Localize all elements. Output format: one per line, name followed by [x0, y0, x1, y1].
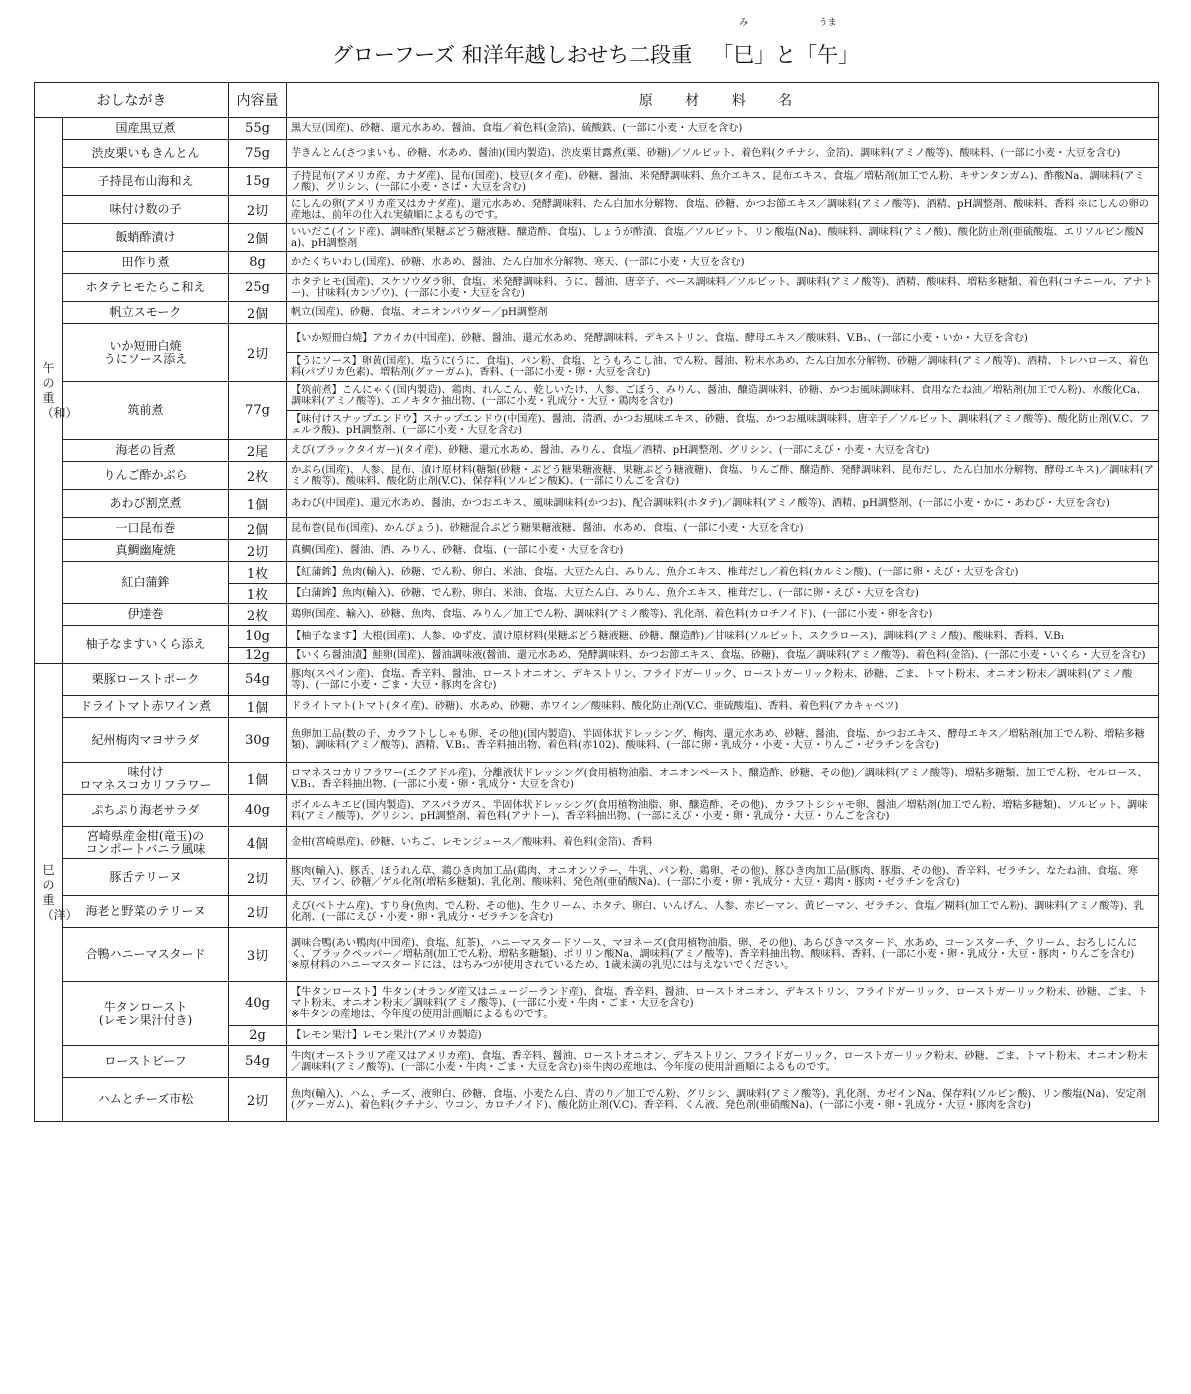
- header-row: [35, 83, 1159, 118]
- item-name: 真鯛幽庵焼: [63, 540, 229, 562]
- item-quantity: 8g: [229, 252, 287, 274]
- title-mi-ruby: み: [739, 18, 749, 28]
- item-quantity: 55g: [229, 118, 287, 140]
- item-ingredients: 【うにソース】卵黄(国産)、塩うに(うに、食塩)、パン粉、食塩、とうもろこし油、でん粉、醤油、粉末水あめ、たん白加水分解物、砂糖／調味料(アミノ酸等)、酒精、トレハロース、着色料(パプリカ色素)、増粘剤(グァーガム)、香料、(一部に小麦・卵・大豆を含む): [287, 353, 1159, 382]
- table-row: [35, 696, 1159, 718]
- item-quantity: 77g: [229, 382, 287, 440]
- item-ingredients: 【柚子なます】大根(国産)、人参、ゆず皮、漬け原材料(果糖ぶどう糖液糖、砂糖、醸造酢)／甘味料(ソルビット、スクラロース)、調味料(アミノ酸)、酸味料、香料、V.B₁: [287, 626, 1159, 648]
- table-row: [35, 1078, 1159, 1122]
- item-ingredients: ロマネスコカリフラワー(エクアドル産)、分離液状ドレッシング(食用植物油脂、オニオンペースト、醸造酢、砂糖、その他)／調味料(アミノ酸等)、増粘多糖類、加工でん粉、セルロース、V.B₁、香辛料抽出物、(一部に小麦・卵・乳成分・大豆を含む): [287, 763, 1159, 795]
- item-ingredients: 【いか短冊白焼】アカイカ(中国産)、砂糖、醤油、還元水あめ、発酵調味料、デキストリン、食塩、酵母エキス／酸味料、V.B₁、(一部に小麦・いか・大豆を含む): [287, 324, 1159, 353]
- title-uma: [817, 18, 839, 80]
- table-row: [35, 168, 1159, 196]
- section-label: [35, 664, 78, 1122]
- item-name: いか短冊白焼 うにソース添え: [63, 324, 229, 382]
- item-quantity: 2個: [229, 302, 287, 324]
- column-header-ingredients: 原 材 料 名: [287, 83, 1159, 118]
- ingredients-table-body: [35, 83, 1159, 1122]
- section-label-text: 巳の重（洋）: [41, 862, 78, 922]
- item-name: ドライトマト赤ワイン煮: [63, 696, 229, 718]
- page-title: [0, 18, 1191, 80]
- item-ingredients: 芋きんとん(さつまいも、砂糖、水あめ、醤油)(国内製造)、渋皮栗甘露煮(栗、砂糖)／ソルビット、着色料(クチナシ、金箔)、調味料(アミノ酸等)、酸味料、(一部に小麦・大豆を含む): [287, 140, 1159, 168]
- item-ingredients: 【白蒲鉾】魚肉(輸入)、砂糖、でん粉、卵白、米油、食塩、大豆たん白、みりん、魚介エキス、椎茸だし、(一部に卵・えび・大豆を含む): [287, 584, 1159, 604]
- item-ingredients: 調味合鴨(あい鴨肉(中国産)、食塩、紅茶)、ハニーマスタードソース、マヨネーズ(食用植物油脂、卵、その他)、あらびきマスタード、水あめ、コーンスターチ、クリーム、おろしにんにく、ブラックペッパー／増粘剤(加工でん粉、増粘多糖類)、ポリリン酸Na、調味料(アミノ酸等)、香辛料抽出物、酸味料、香料、(一部に小麦・卵・乳成分・大豆・豚肉・りんごを含む) ※原材料のハニーマスタードには、はちみつが使用されているため、1歳未満の乳児には与えないでください。: [287, 928, 1159, 982]
- item-name: ローストビーフ: [63, 1046, 229, 1078]
- item-name: 牛タンロースト (レモン果汁付き): [63, 982, 229, 1046]
- item-name: ハムとチーズ市松: [63, 1078, 229, 1122]
- item-name: 伊達巻: [63, 604, 229, 626]
- item-quantity: 2切: [229, 859, 287, 896]
- item-quantity: 2切: [229, 896, 287, 928]
- title-main: グローフーズ 和洋年越しおせち二段重: [331, 43, 693, 67]
- table-row: [35, 224, 1159, 252]
- item-ingredients: 【牛タンロースト】牛タン(オランダ産又はニュージーランド産)、食塩、香辛料、醤油、ローストオニオン、デキストリン、フライドガーリック、ローストガーリック粉末、砂糖、ごま、トマト粉末、オニオン粉末／調味料(アミノ酸等)、(一部に小麦・牛肉・ごま・大豆を含む) ※牛タンの産地は、今年度の使用計画順によるものです。: [287, 982, 1159, 1026]
- item-quantity: 2枚: [229, 462, 287, 490]
- item-quantity: 2切: [229, 324, 287, 382]
- table-row: [35, 763, 1159, 795]
- item-quantity: 2切: [229, 540, 287, 562]
- table-row: [35, 664, 1159, 696]
- item-ingredients: 【筑前煮】こんにゃく(国内製造)、鶏肉、れんこん、乾しいたけ、人参、ごぼう、みりん、醤油、醸造調味料、砂糖、かつお風味調味料、食用なたね油／増粘剤(加工でん粉)、水酸化Ca、調味料(アミノ酸等)、エノキタケ抽出物、(一部に小麦・乳成分・大豆・鶏肉を含む): [287, 382, 1159, 411]
- table-row: [35, 718, 1159, 763]
- item-name: 味付け数の子: [63, 196, 229, 224]
- item-quantity: 2切: [229, 1078, 287, 1122]
- item-quantity: 3切: [229, 928, 287, 982]
- item-ingredients: かたくちいわし(国産)、砂糖、水あめ、醤油、たん白加水分解物、寒天、(一部に小麦・大豆を含む): [287, 252, 1159, 274]
- item-ingredients: 【紅蒲鉾】魚肉(輸入)、砂糖、でん粉、卵白、米油、食塩、大豆たん白、みりん、魚介エキス、椎茸だし／着色料(カルミン酸)、(一部に卵・えび・大豆を含む): [287, 562, 1159, 584]
- item-quantity: 2尾: [229, 440, 287, 462]
- ingredients-table: [34, 82, 1159, 1122]
- table-row: [35, 140, 1159, 168]
- table-row: [35, 382, 1159, 411]
- item-ingredients: 【レモン果汁】レモン果汁(アメリカ製造): [287, 1026, 1159, 1046]
- table-row: [35, 252, 1159, 274]
- item-quantity: 1個: [229, 490, 287, 518]
- item-quantity: 1枚: [229, 584, 287, 604]
- item-ingredients: 牛肉(オーストラリア産又はアメリカ産)、食塩、香辛料、醤油、ローストオニオン、デキストリン、フライドガーリック、ローストガーリック粉末、砂糖、ごま、トマト粉末、オニオン粉末／調味料(アミノ酸等)、(一部に小麦・牛肉・ごま・大豆を含む)※牛肉の産地は、今年度の使用計画順によるものです。: [287, 1046, 1159, 1078]
- item-name: 筑前煮: [63, 382, 229, 440]
- item-name: 紅白蒲鉾: [63, 562, 229, 604]
- title-mi: [733, 18, 755, 80]
- table-row: [35, 795, 1159, 827]
- table-row: [35, 518, 1159, 540]
- item-ingredients: 真鯛(国産)、醤油、酒、みりん、砂糖、食塩、(一部に小麦・大豆を含む): [287, 540, 1159, 562]
- item-quantity: 30g: [229, 718, 287, 763]
- item-ingredients: 魚卵加工品(数の子、カラフトししゃも卵、その他)(国内製造)、半固体状ドレッシング、梅肉、還元水あめ、砂糖、醤油、食塩、かつおエキス、酵母エキス／増粘剤(加工でん粉、増粘多糖類)、調味料(アミノ酸等)、酒精、V.B₁、香辛料抽出物、着色料(赤102)、酸味料、(一部に卵・乳成分・小麦・大豆・りんご・ゼラチンを含む): [287, 718, 1159, 763]
- item-name: 味付け ロマネスコカリフラワー: [63, 763, 229, 795]
- item-ingredients: ホタテヒモ(国産)、スケソウダラ卵、食塩、米発酵調味料、うに、醤油、唐辛子、ベース調味料／ソルビット、調味料(アミノ酸等)、酒精、酸味料、増粘多糖類、着色料(コチニール、アナトー)、甘味料(カンゾウ)、(一部に小麦・大豆を含む): [287, 274, 1159, 302]
- item-quantity: 4個: [229, 827, 287, 859]
- item-ingredients: えび(ブラックタイガー)(タイ産)、砂糖、還元水あめ、醤油、みりん、食塩／酒精、pH調整剤、グリシン、(一部にえび・小麦・大豆を含む): [287, 440, 1159, 462]
- item-name: 豚舌テリーヌ: [63, 859, 229, 896]
- item-ingredients: 黒大豆(国産)、砂糖、還元水あめ、醤油、食塩／着色料(金箔)、硫酸鉄、(一部に小麦・大豆を含む): [287, 118, 1159, 140]
- item-name: あわび割烹煮: [63, 490, 229, 518]
- item-ingredients: いいだこ(インド産)、調味酢(果糖ぶどう糖液糖、醸造酢、食塩)、しょうが酢漬、食塩／ソルビット、リン酸塩(Na)、酸味料、調味料(アミノ酸)、酸化防止剤(亜硫酸塩、エリソルビン酸Na)、pH調整剤: [287, 224, 1159, 252]
- item-ingredients: 【味付けスナップエンドウ】スナップエンドウ(中国産)、醤油、清酒、かつお風味エキス、砂糖、食塩、かつお風味調味料、唐辛子／ソルビット、調味料(アミノ酸等)、酸化防止剤(V.C、フェルラ酸)、pH調整剤、(一部に小麦・大豆を含む): [287, 411, 1159, 440]
- item-quantity: 10g: [229, 626, 287, 648]
- item-name: 帆立スモーク: [63, 302, 229, 324]
- item-name: 国産黒豆煮: [63, 118, 229, 140]
- item-ingredients: 子持昆布(アメリカ産、カナダ産)、昆布(国産)、枝豆(タイ産)、砂糖、醤油、米発酵調味料、魚介エキス、昆布エキス、食塩／増粘剤(加工でん粉、キサンタンガム)、酢酸Na、調味料(アミノ酸)、グリシン、(一部に小麦・さば・大豆を含む): [287, 168, 1159, 196]
- item-quantity: 1枚: [229, 562, 287, 584]
- item-quantity: 2個: [229, 518, 287, 540]
- item-name: 紀州梅肉マヨサラダ: [63, 718, 229, 763]
- item-name: ホタテヒモたらこ和え: [63, 274, 229, 302]
- item-name: 宮崎県産金柑(竜玉)の コンポートバニラ風味: [63, 827, 229, 859]
- section-label: [35, 118, 78, 664]
- item-quantity: 40g: [229, 982, 287, 1026]
- item-name: 飯蛸酢漬け: [63, 224, 229, 252]
- table-row: [35, 562, 1159, 584]
- item-name: 柚子なますいくら添え: [63, 626, 229, 664]
- title-mi-kanji: 巳: [733, 43, 755, 67]
- title-uma-ruby: うま: [818, 18, 837, 28]
- table-row: [35, 1046, 1159, 1078]
- item-quantity: 15g: [229, 168, 287, 196]
- title-bracket-open: 「: [712, 43, 734, 67]
- table-row: [35, 604, 1159, 626]
- table-row: [35, 490, 1159, 518]
- item-ingredients: 魚肉(輸入)、ハム、チーズ、液卵白、砂糖、食塩、小麦たん白、青のり／加工でん粉、グリシン、調味料(アミノ酸等)、乳化剤、カゼインNa、保存料(ソルビン酸)、リン酸塩(Na)、安定剤(グァーガム)、着色料(クチナシ、ウコン、カロチノイド)、酸化防止剤(V.C)、香辛料、くん液、発色剤(亜硝酸Na)、(一部に小麦・卵・乳成分・大豆・豚肉を含む): [287, 1078, 1159, 1122]
- table-row: [35, 302, 1159, 324]
- table-row: [35, 274, 1159, 302]
- table-row: [35, 982, 1159, 1026]
- item-name: 海老と野菜のテリーヌ: [63, 896, 229, 928]
- item-ingredients: ボイルムキエビ(国内製造)、アスパラガス、半固体状ドレッシング(食用植物油脂、卵、醸造酢、その他)、カラフトシシャモ卵、醤油／増粘剤(加工でん粉、増粘多糖類)、ソルビット、調味料(アミノ酸等)、グリシン、pH調整剤、着色料(アナトー)、香辛料抽出物、(一部にえび・小麦・卵・乳成分・大豆・りんごを含む): [287, 795, 1159, 827]
- item-name: 子持昆布山海和え: [63, 168, 229, 196]
- section-label-text: 午の重（和）: [41, 360, 78, 420]
- item-ingredients: 豚肉(輸入)、豚舌、ほうれん草、鶏ひき肉加工品(鶏肉、オニオンソテー、牛乳、パン粉、鶏卵、その他)、豚ひき肉加工品(豚肉、豚脂、その他)、香辛料、ゼラチン、なたね油、食塩、寒天、ワイン、砂糖／ゲル化剤(増粘多糖類)、乳化剤、酸味料、発色剤(亜硝酸Na)、(一部に小麦・卵・乳成分・大豆・鶏肉・豚肉・ゼラチンを含む): [287, 859, 1159, 896]
- item-name: 一口昆布巻: [63, 518, 229, 540]
- table-row: [35, 540, 1159, 562]
- item-quantity: 40g: [229, 795, 287, 827]
- column-header-quantity: 内容量: [229, 83, 287, 118]
- item-ingredients: 鶏卵(国産、輸入)、砂糖、魚肉、食塩、みりん／加工でん粉、調味料(アミノ酸等)、乳化剤、着色料(カロチノイド)、(一部に小麦・卵を含む): [287, 604, 1159, 626]
- item-ingredients: 昆布巻(昆布(国産)、かんぴょう)、砂糖混合ぶどう糖果糖液糖、醤油、水あめ、食塩、(一部に小麦・大豆を含む): [287, 518, 1159, 540]
- item-ingredients: にしんの卵(アメリカ産又はカナダ産)、還元水あめ、発酵調味料、たん白加水分解物、食塩、砂糖、かつお節エキス／調味料(アミノ酸等)、酒精、pH調整剤、酸味料、香料 ※にしんの卵の産地は、前年の仕入れ実績順によるものです。: [287, 196, 1159, 224]
- table-row: [35, 196, 1159, 224]
- item-quantity: 12g: [229, 648, 287, 664]
- table-row: [35, 324, 1159, 353]
- item-quantity: 1個: [229, 696, 287, 718]
- title-bracket-close: 」: [838, 43, 860, 67]
- item-ingredients: 【いくら醤油漬】鮭卵(国産)、醤油調味液(醤油、還元水あめ、発酵調味料、かつお節エキス、食塩、砂糖)、食塩／調味料(アミノ酸等)、着色料(金箔)、(一部に小麦・いくら・大豆を含む): [287, 648, 1159, 664]
- table-row: [35, 462, 1159, 490]
- table-row: [35, 928, 1159, 982]
- item-quantity: 25g: [229, 274, 287, 302]
- table-row: [35, 626, 1159, 648]
- item-ingredients: 金柑(宮崎県産)、砂糖、いちご、レモンジュース／酸味料、着色料(金箔)、香料: [287, 827, 1159, 859]
- item-name: 海老の旨煮: [63, 440, 229, 462]
- title-uma-kanji: 午: [817, 43, 839, 67]
- item-name: りんご酢かぶら: [63, 462, 229, 490]
- column-header-menu: おしながき: [35, 83, 229, 118]
- item-name: ぷちぷり海老サラダ: [63, 795, 229, 827]
- item-name: 合鴨ハニーマスタード: [63, 928, 229, 982]
- item-quantity: 2切: [229, 196, 287, 224]
- title-middle: 」と「: [754, 43, 818, 67]
- item-ingredients: かぶら(国産)、人参、昆布、漬け原材料(糖類(砂糖・ぶどう糖果糖液糖、果糖ぶどう糖液糖)、食塩、りんご酢、醸造酢、発酵調味料、昆布だし、たん白加水分解物、酵母エキス)／調味料(アミノ酸等)、酸味料、酸化防止剤(V.C)、保存料(ソルビン酸K)、(一部にりんごを含む): [287, 462, 1159, 490]
- item-ingredients: あわび(中国産)、還元水あめ、醤油、かつおエキス、風味調味料(かつお)、配合調味料(ホタテ)／調味料(アミノ酸等)、酒精、pH調整剤、(一部に小麦・かに・あわび・大豆を含む): [287, 490, 1159, 518]
- table-row: [35, 859, 1159, 896]
- item-quantity: 2個: [229, 224, 287, 252]
- item-name: 田作り煮: [63, 252, 229, 274]
- item-quantity: 2g: [229, 1026, 287, 1046]
- item-ingredients: ドライトマト(トマト(タイ産)、砂糖)、水あめ、砂糖、赤ワイン／酸味料、酸化防止剤(V.C、亜硫酸塩)、香料、着色料(アカキャベツ): [287, 696, 1159, 718]
- item-quantity: 54g: [229, 664, 287, 696]
- item-quantity: 1個: [229, 763, 287, 795]
- item-quantity: 2枚: [229, 604, 287, 626]
- item-name: 栗豚ローストポーク: [63, 664, 229, 696]
- item-ingredients: 豚肉(スペイン産)、食塩、香辛料、醤油、ローストオニオン、デキストリン、フライドガーリック、ローストガーリック粉末、砂糖、ごま、トマト粉末、オニオン粉末／調味料(アミノ酸等)、(一部に小麦・ごま・大豆・豚肉を含む): [287, 664, 1159, 696]
- table-row: [35, 827, 1159, 859]
- table-row: [35, 440, 1159, 462]
- item-ingredients: えび(ベトナム産)、すり身(魚肉、でん粉、その他)、生クリーム、ホタテ、卵白、いんげん、人参、赤ピーマン、黄ピーマン、ゼラチン、食塩／糊料(加工でん粉)、調味料(アミノ酸等)、乳化剤、(一部にえび・小麦・卵・乳成分・ゼラチンを含む): [287, 896, 1159, 928]
- item-quantity: 75g: [229, 140, 287, 168]
- table-row: [35, 896, 1159, 928]
- table-row: [35, 118, 1159, 140]
- item-quantity: 54g: [229, 1046, 287, 1078]
- item-name: 渋皮栗いもきんとん: [63, 140, 229, 168]
- item-ingredients: 帆立(国産)、砂糖、食塩、オニオンパウダー／pH調整剤: [287, 302, 1159, 324]
